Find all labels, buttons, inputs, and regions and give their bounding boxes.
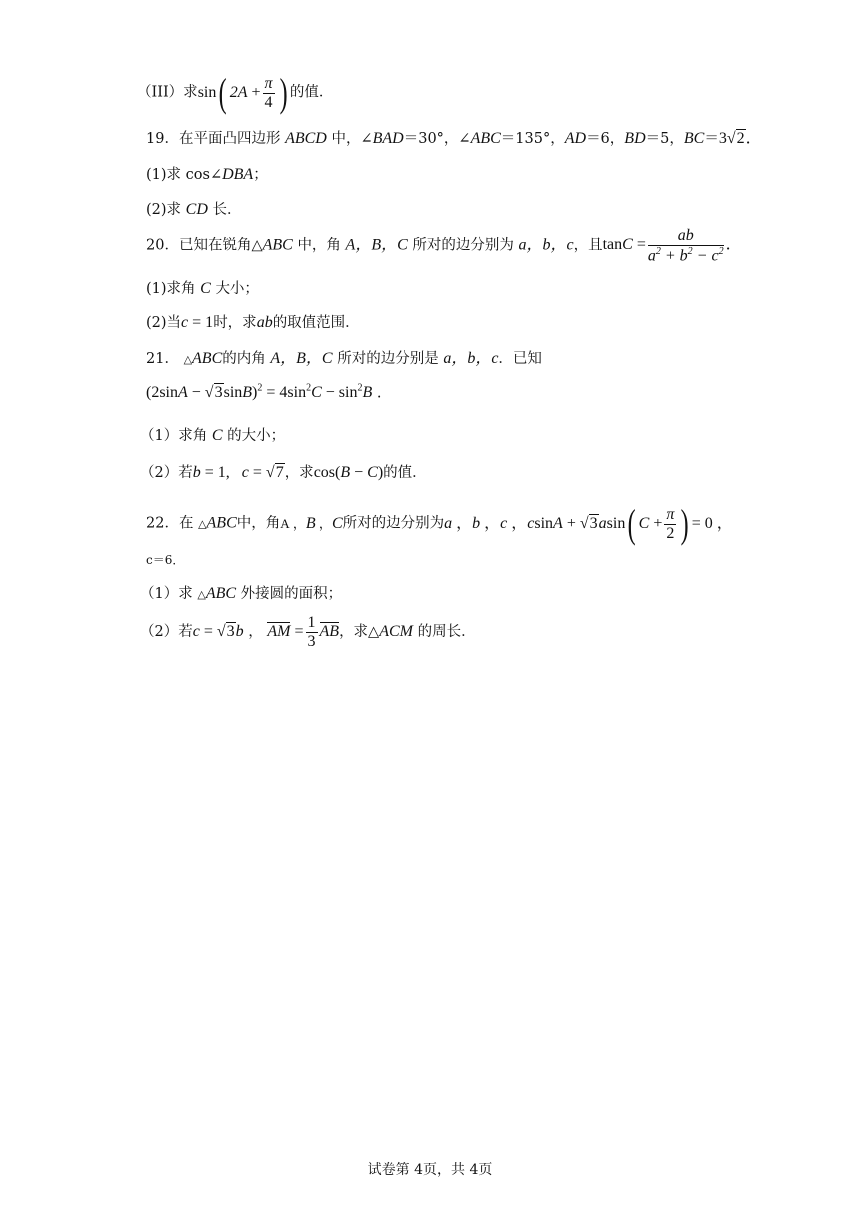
q19-abc-val: ＝135°， [500,131,565,147]
q19-bc: BC [683,130,705,147]
q19-part1-var: DBA [222,166,254,183]
q22-part2-var: ACM [379,622,413,640]
q19-abc: ABC [470,130,501,147]
q22-vector-relation: AM = $\frac{1}{3}$ AB [267,614,340,650]
q21-part2 [140,461,427,482]
q22-part1 [140,582,342,603]
q20-vars2: a，b，c [518,236,574,254]
q22-part2: （2）若c = √3b ， AM = $\frac{1}{3}$ AB，求△ACM 的周长． [140,614,476,650]
q22-part2-end: 的周长． [417,623,476,640]
q20-part2-mid: 时，求 [213,315,257,331]
q18-sin-expression: sin( 2A + $\frac{\pi}{4}$ ) [197,70,288,115]
q20-stem3: 所对的边分别为 [412,237,514,254]
q21-stem-label: 21． [146,351,179,367]
q19-part2-var: CD [185,201,208,218]
q19-stem-mid: 中，∠ [331,131,373,147]
q22-sides: a ，b ，c ，csinA + √3asin( C + $\frac{\pi}{2}$ ) = 0 ， [444,501,733,546]
q21-stem2: 的内角 [222,351,266,367]
q22-c-eq: c = √3b [192,622,244,640]
q22-stem [146,501,733,546]
q19-part2 [146,198,242,219]
q20-part1-end: 大小； [215,281,259,297]
q20-tan-formula: tanC = $\frac{ab}{a^2 + b^2 - c^2}$ ． [602,227,742,264]
q21-given-values: b = 1, c = √7 [192,464,284,481]
q19-bc-value: 3√2． [718,130,762,147]
q19-stem-prefix: 19．在平面凸四边形 [146,131,281,147]
q20-vars1: A，B，C [345,236,408,254]
q19-ad: AD [564,130,587,147]
q19-bad: BAD [372,130,404,147]
q21-stem4: ．已知 [498,351,542,367]
q19-ad-val: ＝6， [586,131,625,147]
q21-triangle-symbol: △ [183,354,193,366]
q20-part1-var: C [200,280,211,297]
q22-stem3: 所对的边分别为 [342,515,445,532]
q20-part2-var: ab [256,314,273,331]
q22-part1-triangle-symbol: △ [197,589,206,601]
q20-stem [146,227,742,265]
q22-c-line [146,551,184,568]
q18-part3 [137,70,334,115]
q19-bd-val: ＝5， [645,131,684,147]
q22-part1-end: 外接圆的面积； [240,586,343,602]
q21-part1-var: C [211,427,223,444]
q20-stem4: ，且 [573,237,603,254]
q20-part2-end: 的取值范围． [272,315,360,331]
q19-bd: BD [624,130,646,147]
q19-part2-label: (2)求 [146,202,182,218]
q21-part1 [140,424,285,445]
q21-tri: ABC [192,350,223,367]
q19-quad: ABCD [285,130,327,147]
q21-stem [146,345,542,368]
q21-cos-expression: cos(B − C) [313,464,384,481]
q20-part2 [146,311,360,332]
q22-triangle-symbol: △ [198,518,207,531]
q22-tri: ABC [206,514,237,532]
q22-angles: A ，B ，C [280,514,343,532]
q20-part2-label: (2)当 [146,315,182,331]
q21-part1-end: 的大小； [227,428,286,444]
q21-vars2: a，b，c [443,350,499,367]
q22-c-line-text: c＝6． [146,553,185,567]
q21-equation: $(2\sin A - √3\sin B)^2 = 4\sin^2C - \sin^2B$ . [146,383,382,402]
q21-part2-end: 的值． [383,465,427,481]
q19-part1-end: ； [253,167,268,183]
q22-stem2: 中，角 [236,515,281,532]
q20-stem-label: 20．已知在锐角△ [146,237,263,254]
q19-bc-val: ＝ [704,131,719,147]
q22-part1-label: （1）求 [140,586,193,602]
q20-part1 [146,277,259,298]
q19-part1 [146,163,268,184]
q21-part2-mid: ，求 [284,465,314,481]
q22-part1-tri: ABC [205,585,237,602]
q22-part2-mid: ，求△ [339,623,380,640]
q20-stem2: 中，角 [297,237,341,254]
q20-tri: ABC [262,236,293,254]
q19-part1-label: (1)求 cos∠ [146,167,223,183]
q19-stem [146,125,762,148]
q19-bad-val: ＝30°，∠ [403,131,471,147]
q21-part1-label: （1）求角 [140,428,208,444]
q21-stem3: 所对的边分别是 [337,351,439,367]
q19-part2-end: 长． [212,202,242,218]
q18-part3-label: （III）求 [137,84,198,101]
q21-vars1: A，B，C [270,350,333,367]
page-footer: 试卷第 4页，共 4页 [367,1162,493,1178]
q20-part1-label: (1)求角 [146,281,196,297]
q22-stem-label: 22．在 [146,515,194,532]
q20-c-eq-1: c = 1 [181,314,214,331]
q21-part2-label: （2）若 [140,465,193,481]
q21-equation-formula: $(2\sin A - √3\sin B)^2 = 4\sin^2C - \sin^2B$ [146,383,373,402]
q18-part3-tail: 的值． [289,84,334,101]
q22-part2-label: （2）若 [140,623,193,640]
